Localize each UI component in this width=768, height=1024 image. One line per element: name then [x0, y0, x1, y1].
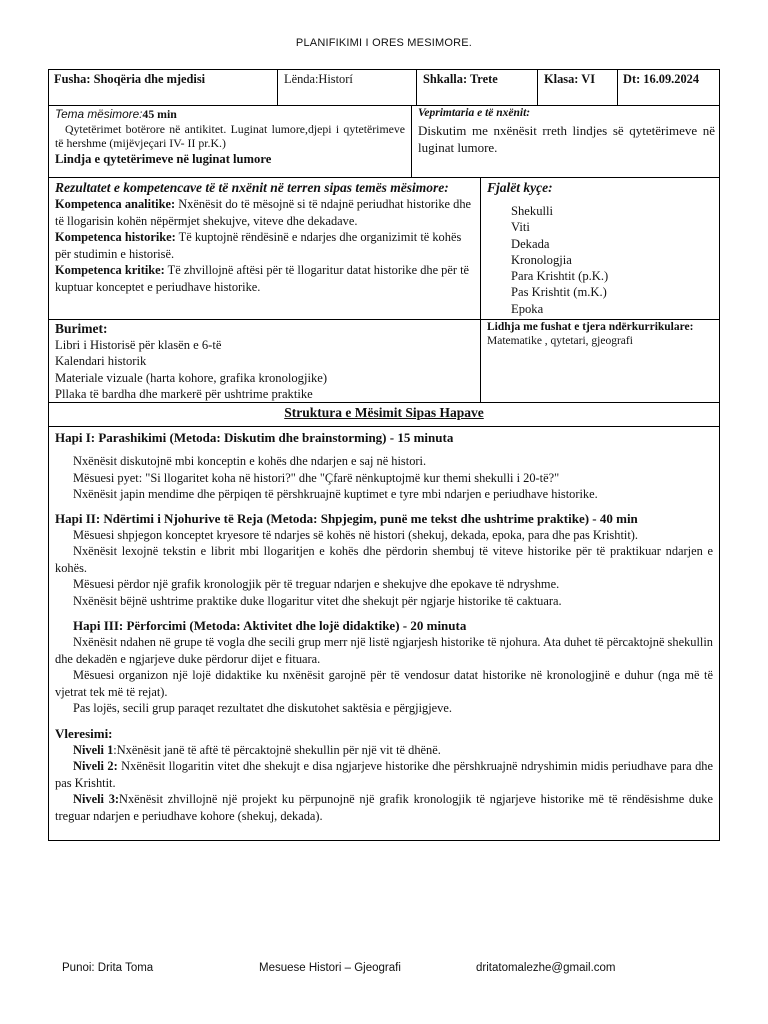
hapi3-line: Pas lojës, secili grup paraqet rezultatet dhe diskutohet saktësia e përgjigjeve. [73, 701, 452, 715]
hapi3-body [55, 634, 713, 717]
rezultatet-heading: Rezultatet e kompetencave të të nxënit në terren sipas temës mësimore: [55, 180, 449, 195]
page-title: PLANIFIKIMI I ORES MESIMORE. [295, 37, 473, 49]
steps-cell [49, 426, 719, 840]
keyword: Viti [511, 220, 530, 235]
keyword: Dekada [511, 236, 550, 251]
lesson-plan-table [48, 69, 720, 841]
shkalla-cell: Shkalla: Trete [416, 70, 537, 105]
hapi1-line: Nxënësit japin mendime dhe përpiqen të përshkruajnë kuptimet e tyre mbi ndarjen e periudhave historike. [73, 487, 598, 501]
keyword: Para Krishtit (p.K.) [511, 269, 609, 284]
lidhja-cell [480, 320, 721, 402]
tema-cell [49, 106, 411, 177]
hapi1-heading: Hapi I: Parashikimi (Metoda: Diskutim dhe brainstorming) - 15 minuta [55, 430, 454, 445]
burim-item: Pllaka të bardha dhe markerë për ushtrime praktike [55, 386, 313, 401]
tema-title: Lindja e qytetërimeve në luginat lumore [55, 152, 272, 166]
keyword: Epoka [511, 301, 544, 316]
hapi3-heading: Hapi III: Përforcimi (Metoda: Aktivitet dhe lojë didaktike) - 20 minuta [73, 618, 467, 633]
date-cell: Dt: 16.09.2024 [617, 70, 721, 105]
niveli-2: Niveli 2: Nxënësit llogaritin vitet dhe shekujt e disa ngjarjeve historike dhe përshkruajnë ndryshimin midis periudhave para dhe pas Krishtit. [55, 759, 713, 790]
keyword: Pas Krishtit (m.K.) [511, 285, 607, 300]
struktura-row [49, 402, 719, 426]
fusha-cell: Fusha: Shoqëria dhe mjedisi [54, 72, 206, 86]
burimet-row [49, 319, 719, 402]
tema-label: Tema mësimore: [55, 107, 143, 121]
veprimtaria-text: Diskutim me nxënësit rreth lindjes së qytetërimeve në luginat lumore. [418, 123, 715, 155]
hapi3-line: Mësuesi organizon një lojë didaktike ku nxënësit garojnë për të vendosur datat historike në kronologjinë e duhur (nga më të vjetrat tek më të rejat). [55, 668, 713, 699]
hapi2-line: Nxënësit bëjnë ushtrime praktike duke llogaritur vitet dhe shekujt për ngjarje historike të caktuara. [73, 593, 562, 608]
keyword: Kronologjia [511, 252, 572, 267]
footer-email: dritatomalezhe@gmail.com [476, 962, 616, 974]
fjalet-list [487, 203, 715, 317]
hapi2-line: Nxënësit lexojnë tekstin e librit mbi llogaritjen e kohës dhe përdorin shembuj të viteve historike për të praktikuar ndarjen e kohës. [55, 544, 713, 575]
burimet-cell [49, 320, 480, 402]
keyword: Shekulli [511, 204, 553, 218]
veprimtaria-label: Veprimtaria e të nxënit: [418, 107, 531, 119]
niveli-3: Niveli 3:Nxënësit zhvillojnë një projekt ku përpunojnë një grafik kronologjik të ngjarjeve historike më të rëndësishme duke treguar ndarjen e periudhave kohore (shekuj, dekada). [55, 792, 714, 823]
hapi1-line: Mësuesi pyet: "Si llogaritet koha në histori?" dhe "Çfarë nënkuptojmë kur themi shekulli i 20-të?" [73, 470, 560, 485]
hapi3-line: Nxënësit ndahen në grupe të vogla dhe secili grup merr një listë ngjarjesh historike të njohura. Ata duhet të përcaktojnë shekullin dhe dekadën e ngjarjeve duke përdorur dijet e fituara. [55, 635, 713, 666]
hapi2-line: Mësuesi përdor një grafik kronologjik për të treguar ndarjen e shekujve dhe epokave të ndryshme. [73, 577, 560, 591]
hapi2-line: Mësuesi shpjegon konceptet kryesore të ndarjes së kohës në histori (shekuj, dekada, epoka, para dhe pas Krishtit). [73, 527, 638, 542]
hapi2-heading: Hapi II: Ndërtimi i Njohurive të Reja (Metoda: Shpjegim, punë me tekst dhe ushtrime praktike) - 40 min [55, 510, 638, 526]
fjalet-cell [480, 178, 721, 319]
vleresimi-body [55, 742, 713, 825]
klasa-cell: Klasa: VI [537, 70, 617, 105]
struktura-heading: Struktura e Mësimit Sipas Hapave [284, 405, 484, 420]
lenda-cell: Lënda:Historí [277, 70, 416, 105]
fjalet-heading: Fjalët kyçe: [487, 180, 553, 195]
lidhja-heading: Lidhja me fushat e tjera ndërkurrikulare: [487, 321, 694, 333]
lidhja-text: Matematike , qytetari, gjeografi [487, 335, 633, 347]
footer-author: Punoi: Drita Toma [62, 962, 154, 974]
kompetenca-analitike: Kompetenca analitike: Nxënësit do të mësojnë si të ndajnë periudhat historike dhe të llogarisin kohën nëpërmjet shekujve, viteve dhe dekadave. [55, 197, 472, 228]
niveli-1: Niveli 1:Nxënësit janë të aftë të përcaktojnë shekullin për një vit të dhënë. [73, 742, 441, 757]
veprimtaria-cell [411, 106, 721, 177]
tema-description: Qytetërimet botërore në antikitet. Luginat lumore,djepi i qytetërimeve të hershme (mijëvjeçari IV- II pr.K.) [55, 122, 405, 150]
rezultatet-row [49, 177, 719, 319]
kompetenca-historike: Kompetenca historike: Të kuptojnë rëndësinë e ndarjes dhe organizimit të kohës për studimin e historisë. [55, 230, 462, 261]
burimet-list [55, 337, 474, 402]
burim-item: Libri i Historisë për klasën e 6-të [55, 338, 222, 352]
tema-row [49, 105, 719, 177]
burim-item: Kalendari historik [55, 354, 147, 369]
tema-duration: 45 min [142, 107, 177, 121]
kompetenca-kritike: Kompetenca kritike: Të zhvillojnë aftësi për të llogaritur datat historike dhe për të kuptuar konceptet e periudhave historike. [55, 263, 470, 294]
burim-item: Materiale vizuale (harta kohore, grafika kronologjike) [55, 370, 328, 385]
burimet-heading: Burimet: [55, 321, 108, 336]
hapi1-line: Nxënësit diskutojnë mbi konceptin e kohës dhe ndarjen e saj në histori. [73, 454, 427, 468]
vleresimi-heading: Vleresimi: [55, 725, 113, 741]
hapi2-body [55, 527, 713, 610]
header-row [49, 70, 719, 105]
hapi1-body [55, 453, 713, 503]
footer-role: Mesuese Histori – Gjeografi [259, 962, 401, 974]
rezultatet-cell [49, 178, 480, 319]
